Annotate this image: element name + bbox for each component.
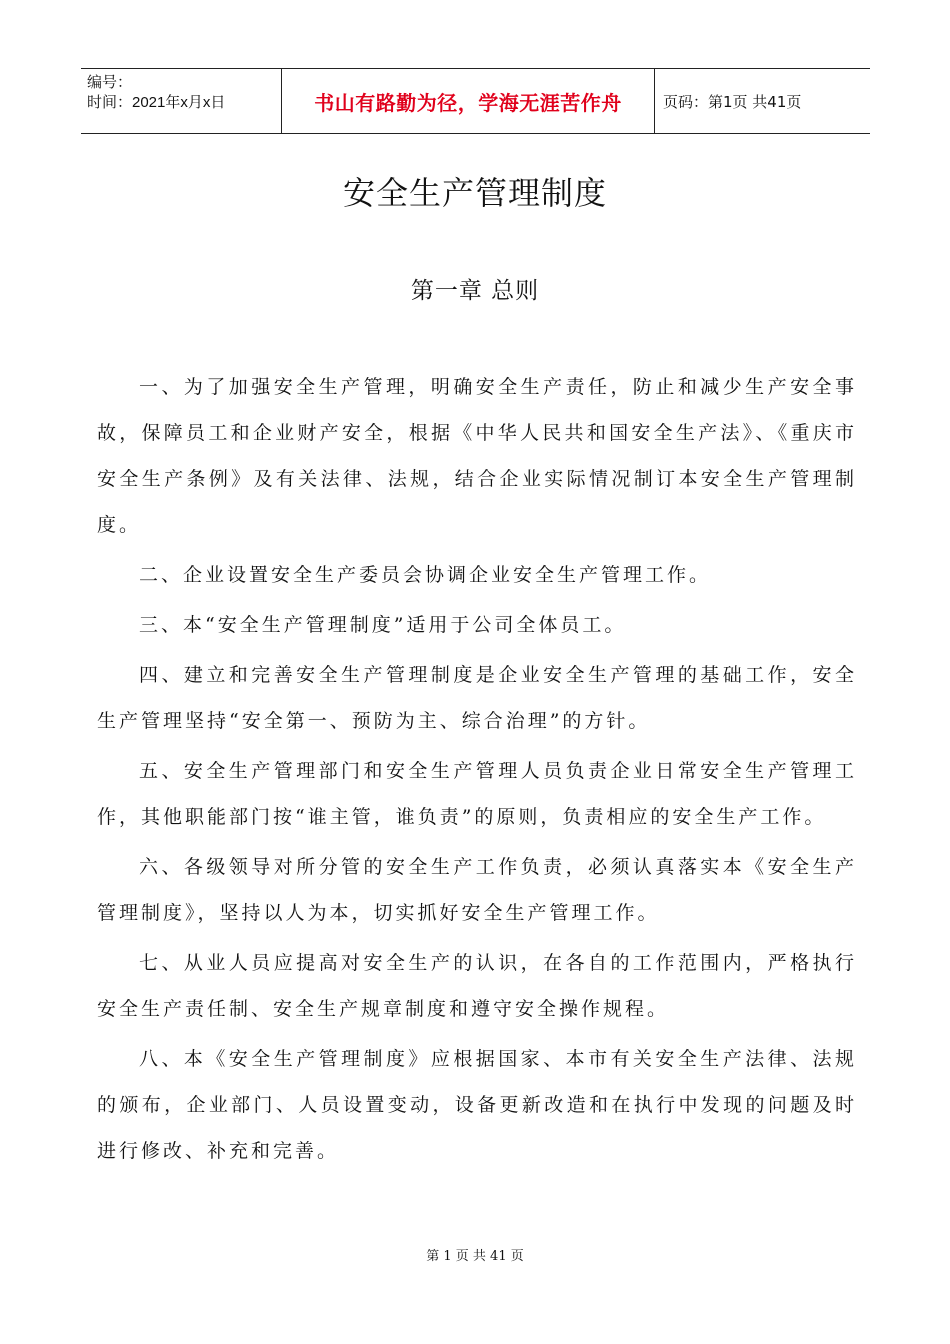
header-table [81,68,870,134]
paragraph-8: 八、本《安全生产管理制度》应根据国家、本市有关安全生产法律、法规的颁布，企业部门、人员设置变动，设备更新改造和在执行中发现的问题及时进行修改、补充和完善。 [97,1048,857,1162]
page-footer: 第 1 页 共 41 页 [426,1249,524,1264]
chapter-title: 第一章 总则 [410,278,540,304]
paragraph-7: 七、从业人员应提高对安全生产的认识，在各自的工作范围内，严格执行安全生产责任制、安全生产规章制度和遵守安全操作规程。 [97,952,857,1020]
paragraph-5: 五、安全生产管理部门和安全生产管理人员负责企业日常安全生产管理工作，其他职能部门按“谁主管，谁负责”的原则，负责相应的安全生产工作。 [97,760,857,828]
document-title: 安全生产管理制度 [342,174,607,212]
paragraph-3: 三、本“安全生产管理制度”适用于公司全体员工。 [139,614,627,636]
header-meta [81,69,281,133]
paragraph-4: 四、建立和完善安全生产管理制度是企业安全生产管理的基础工作，安全生产管理坚持“安全第一、预防为主、综合治理”的方针。 [97,664,857,732]
header-motto: 书山有路勤为径，学海无涯苦作舟 [281,69,655,133]
date-label: 时间：2021年x月x日 [87,94,226,111]
number-label: 编号： [87,74,133,91]
body-text [97,364,857,1178]
paragraph-2: 二、企业设置安全生产委员会协调企业安全生产管理工作。 [139,564,712,586]
header-page-info: 页码：第1页 共41页 [663,92,802,111]
paragraph-1: 一、为了加强安全生产管理，明确安全生产责任，防止和减少生产安全事故，保障员工和企业财产安全，根据《中华人民共和国安全生产法》、《重庆市安全生产条例》及有关法律、法规，结合企业实际情况制订本安全生产管理制度。 [97,376,857,536]
paragraph-6: 六、各级领导对所分管的安全生产工作负责，必须认真落实本《安全生产管理制度》，坚持以人为本，切实抓好安全生产管理工作。 [97,856,857,924]
